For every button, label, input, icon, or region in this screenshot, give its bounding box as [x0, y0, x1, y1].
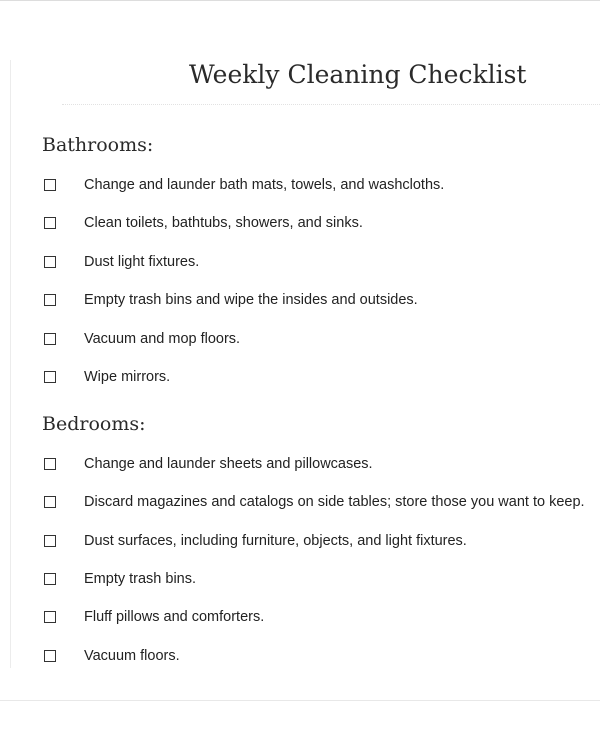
checkbox-icon[interactable]: [44, 573, 56, 585]
checkbox-icon[interactable]: [44, 217, 56, 229]
checklist-item: [44, 370, 594, 390]
checkbox-icon[interactable]: [44, 611, 56, 623]
checklist-item-label: Vacuum and mop floors.: [84, 331, 241, 347]
checkbox-icon[interactable]: [44, 333, 56, 345]
section-heading-bedrooms: Bedrooms:: [42, 413, 146, 435]
checklist-item: [44, 610, 594, 630]
checklist-item-label: Clean toilets, bathtubs, showers, and sinks.: [84, 215, 363, 231]
checkbox-icon[interactable]: [44, 496, 56, 508]
title-underline: [62, 104, 600, 105]
checkbox-icon[interactable]: [44, 650, 56, 662]
checklist-item-label: Change and launder sheets and pillowcases.: [84, 456, 373, 472]
checklist-item-label: Empty trash bins and wipe the insides and outsides.: [84, 292, 418, 308]
page-top-border: [0, 0, 600, 1]
checklist-item: [44, 178, 594, 198]
section-heading-bathrooms: Bathrooms:: [42, 134, 154, 156]
checkbox-icon[interactable]: [44, 371, 56, 383]
checklist-item-label: Wipe mirrors.: [84, 369, 171, 385]
checklist-item: [44, 255, 594, 275]
checklist-item-label: Vacuum floors.: [84, 648, 180, 664]
checkbox-icon[interactable]: [44, 458, 56, 470]
checklist-item-label: Fluff pillows and comforters.: [84, 609, 265, 625]
page-left-rule: [10, 60, 11, 668]
checklist-item-label: Dust surfaces, including furniture, objects, and light fixtures.: [84, 533, 467, 549]
checkbox-icon[interactable]: [44, 535, 56, 547]
checklist-item-label: Dust light fixtures.: [84, 254, 200, 270]
checklist-item: [44, 293, 594, 313]
checkbox-icon[interactable]: [44, 179, 56, 191]
checklist-item-label: Change and launder bath mats, towels, and washcloths.: [84, 177, 445, 193]
checklist-item: [44, 457, 594, 477]
checklist-item: [44, 649, 594, 669]
checklist-item-label: Discard magazines and catalogs on side tables; store those you want to keep.: [84, 494, 585, 510]
page-title: Weekly Cleaning Checklist: [189, 60, 527, 89]
page-bottom-rule: [0, 700, 600, 701]
checklist-item: [44, 572, 594, 592]
checklist-item: [44, 216, 594, 236]
checklist-item: [44, 495, 594, 515]
checkbox-icon[interactable]: [44, 294, 56, 306]
checkbox-icon[interactable]: [44, 256, 56, 268]
checklist-item: [44, 534, 594, 554]
checklist-item-label: Empty trash bins.: [84, 571, 197, 587]
checklist-item: [44, 332, 594, 352]
